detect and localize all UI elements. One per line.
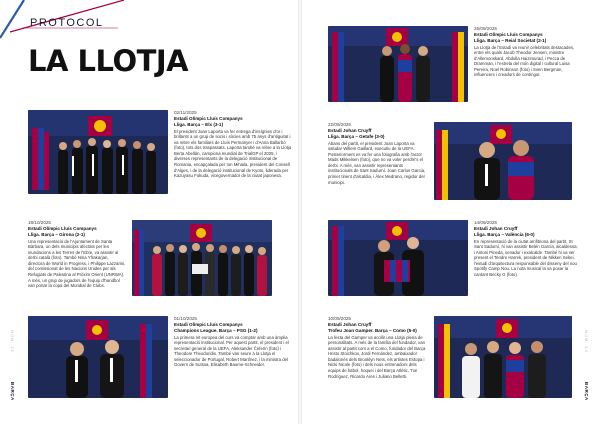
photo-girona-group [132, 220, 272, 296]
page-number-right: NÚM. 13 [584, 330, 589, 353]
photo-elx-group [28, 110, 168, 194]
entry-match: Champions League. Barça – PSG (1-2) [174, 328, 258, 333]
page-gutter [298, 0, 302, 424]
entry-date: 10/09/2025 [328, 316, 351, 321]
entry-girona [28, 220, 126, 289]
entry-venue: Estadi Olímpic Lluís Companys [174, 116, 243, 121]
entry-date: 22/09/2025 [328, 122, 351, 127]
entry-reial-societat [474, 26, 578, 78]
entry-psg [174, 316, 292, 368]
entry-elx [174, 110, 292, 179]
photo-psg-uefa [28, 316, 168, 398]
entry-venue: Estadi Olímpic Lluís Companys [474, 32, 543, 37]
entry-venue: Estadi Johan Cruyff [328, 322, 372, 327]
entry-body: Abans del partit, el president Joan Laporta va saludar Willem Gaillard, executiu de la UEFA. Posteriorment es va fer una fotografia amb l'actor Mads Mikkelsen (foto), que no va voler perdre's el derbi. A més, van assistir representants institucionals de Sant Sadurní. Joan Carlos Garcia, primer tinent d'alcaldia, i Àlex Medrano, regidor del municipi. [328, 140, 426, 185]
entry-match: Lliga. Barça – Girona (2-1) [28, 232, 85, 237]
entry-body: El president Joan Laporta va fer entrega d'insígnies d'or i brillants a un grup de socis i sòcies amb 75 anys d'antiguitat i va rebre els familiars de Lluís Permanyer i d'Anna Ballarbó (foto), tots dos traspassats. Laporta també va rebre a la Llotja Berta Abellán, campiona mundial de TrialGP el 2025, i diverses representants de la delegació institucional de Romania, encapçalada per Ion Mihaila, president del Consell d'Alges, i de la delegació institucional de Kyoto, liderada per Kazuyasu Fukuda, vicegovernador de la ciutat japonesa. [174, 128, 292, 179]
entry-date: 01/10/2025 [174, 316, 197, 321]
section-label: PROTOCOL [30, 17, 104, 29]
photo-gamper-group [434, 316, 572, 398]
page-number-left: NÚM. 12 [10, 330, 15, 353]
photo-valencia-beckyg [328, 220, 468, 296]
entry-match: Lliga. Barça – Getafe (3-0) [328, 134, 385, 139]
entry-body: La primera nit europea del curs va comptar amb una àmplia representació institucional. Per aquest partit, el president i el secretari general de la UEFA, Aleksander Čeferin (foto) i Theodore Theodoridis. També van seure a la Llotja el seleccionador de Portugal, Robert Martínez, i la ministra del Govern de Suïssa, Elisabeth Baume-Schneider. [174, 334, 289, 368]
brand-mark-left: BARÇA [10, 382, 15, 401]
entry-body: La festa del Gamper va acollir una Llotja plena de personalitats. A més de la família del fundador, van assistir al partit com a el Como, fundador del Barça Hristo Stoichkov, Jordi Fernández, ambaixador badalonés dels Brooklyn Nets, els artistes Estopa i Nicki Nicole (foto) i dels nous entrenadors dels equips de futbol, hoquei i del Barça Atlètic, Txe Rodríguez, Ricardo Ares i Juliano Belletti. [328, 334, 426, 379]
entry-date: 02/11/2025 [174, 110, 197, 115]
entry-match: Trofeu Joan Gamper. Barça – Como (5-0) [328, 328, 417, 333]
entry-match: Lliga. Barça – Reial Societat (2-1) [474, 38, 547, 43]
entry-match: Lliga. Barça – Elx (3-1) [174, 122, 224, 127]
entry-getafe [328, 122, 428, 185]
entry-venue: Estadi Olímpic Lluís Companys [174, 322, 243, 327]
page-title: LA LLOTJA [28, 44, 189, 78]
entry-venue: Estadi Johan Cruyff [328, 128, 372, 133]
entry-body: Una representació de l'Ajuntament de Santa Bàrbara, un dels municipis afectats per les inundacions a les Terres de l'Ebre, va assistir al derbi català (foto). També Nina Yfrakarjan, directora de World in Progress, i Philippe Lazzarini, del comissionat de les Nacions Unides per als Refugiats de Palestina al Pròxim Orient (UNRWA). A més, un grup de jugadors de l'equip d'handbol van portar la copa del Mundial de Clubs. [28, 238, 126, 289]
entry-date: 26/09/2025 [474, 26, 497, 31]
brand-mark-right: BARÇA [584, 382, 589, 401]
entry-date: 14/09/2025 [474, 220, 497, 225]
entry-venue: Estadi Olímpic Lluís Companys [28, 226, 97, 231]
entry-venue: Estadi Johan Cruyff [474, 226, 518, 231]
entry-body: En representació de la ciutat amfitriona del partit, St Sant Sadurní, hi van assistir Belén García, alcaldessa; i Antoni Pineda, senador i exalcalde. També hi va ser present el Tendre Harrek, president de Nikken Sekei, l'estudi d'arquitectura responsable del disseny del nou Spotify Camp Nou. La nota musical la va posar la cantant Becky G (foto). [474, 238, 578, 278]
photo-getafe-mikkelsen [434, 122, 572, 200]
entry-valencia [474, 220, 578, 278]
entry-date: 18/10/2025 [28, 220, 51, 225]
photo-reial-societat [328, 26, 468, 102]
entry-match: Lliga. Barça – València (6-0) [474, 232, 535, 237]
entry-gamper [328, 316, 428, 379]
entry-body: La Llotja de l'Estadi va reunir celebritats destacades, entre els quals Jacob Theodor Jensen, ministre d'Allemonskard, Abdulla Haizimurad, i Pecca de Dramman, i l'estrela del món digital i cultural Luisa Pereira, Noel Robinson (foto) i Sven Bergman, influencers i creadors de contingut. [474, 44, 575, 78]
